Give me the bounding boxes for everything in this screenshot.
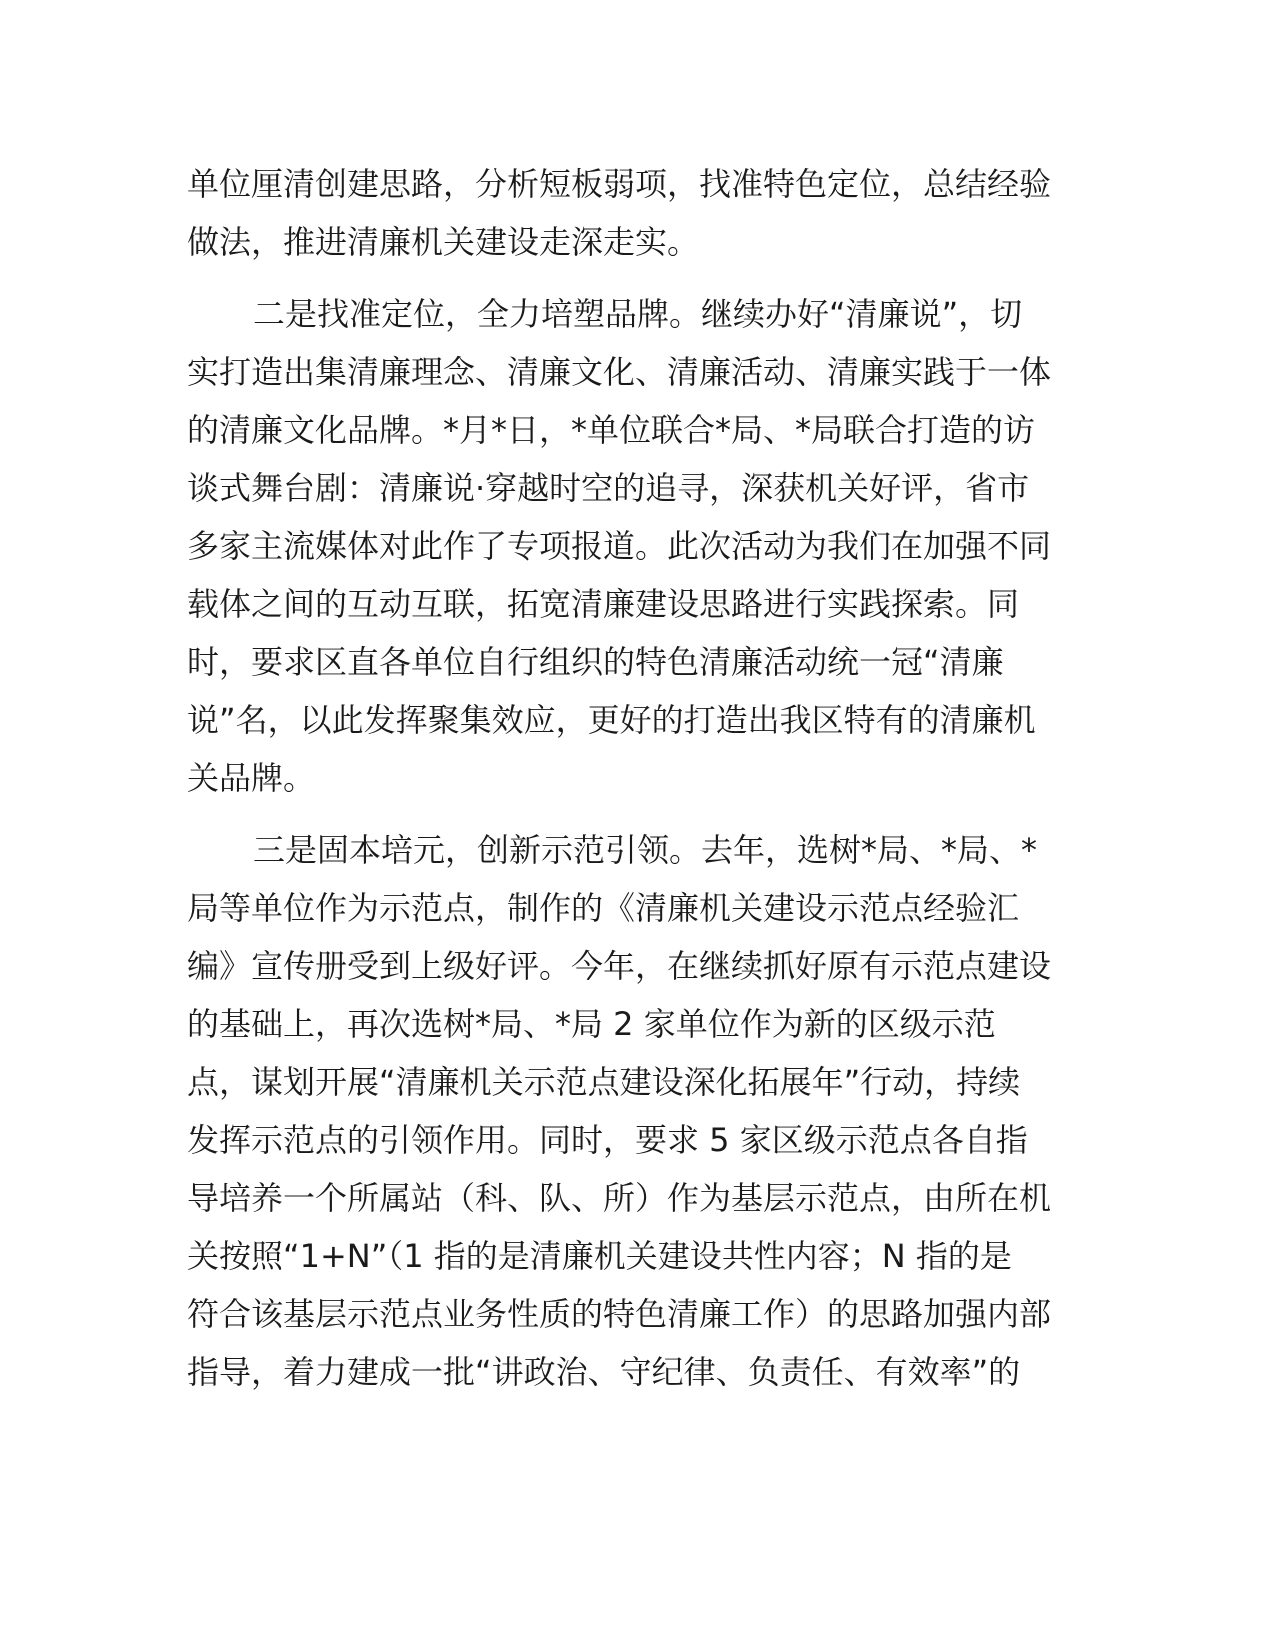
text-line: 多家主流媒体对此作了专项报道。此次活动为我们在加强不同: [187, 527, 1052, 565]
text-line: 关品牌。: [187, 759, 316, 797]
text-line: 三是固本培元，创新示范引领。去年，选树*局、*局、*: [253, 831, 1038, 869]
text-line: 时，要求区直各单位自行组织的特色清廉活动统一冠“清廉: [187, 643, 1004, 681]
text-line: 说”名，以此发挥聚集效应，更好的打造出我区特有的清廉机: [187, 701, 1036, 739]
text-line: 二是找准定位，全力培塑品牌。继续办好“清廉说”，切: [253, 295, 1023, 333]
text-line: 谈式舞台剧：清廉说·穿越时空的追寻，深获机关好评，省市: [187, 469, 1030, 507]
text-line: 导培养一个所属站（科、队、所）作为基层示范点，由所在机: [187, 1179, 1052, 1217]
text-line: 发挥示范点的引领作用。同时，要求 5 家区级示范点各自指: [187, 1121, 1028, 1159]
text-line: 的基础上，再次选树*局、*局 2 家单位作为新的区级示范: [187, 1005, 996, 1043]
text-line: 的清廉文化品牌。*月*日，*单位联合*局、*局联合打造的访: [187, 411, 1036, 449]
text-line: 点，谋划开展“清廉机关示范点建设深化拓展年”行动，持续: [187, 1063, 1021, 1101]
text-line: 载体之间的互动互联，拓宽清廉建设思路进行实践探索。同: [187, 585, 1020, 623]
paragraph-gap: [187, 271, 1087, 285]
paragraph-3: [187, 821, 1087, 1401]
paragraph-2: [187, 285, 1087, 807]
document-body: [187, 155, 1087, 1401]
text-line: 关按照“1+N”（1 指的是清廉机关建设共性内容；N 指的是: [187, 1237, 1012, 1275]
text-line: 单位厘清创建思路，分析短板弱项，找准特色定位，总结经验: [187, 165, 1052, 203]
text-line: 做法，推进清廉机关建设走深走实。: [187, 223, 700, 261]
paragraph-1: [187, 155, 1087, 271]
text-line: 实打造出集清廉理念、清廉文化、清廉活动、清廉实践于一体: [187, 353, 1052, 391]
text-line: 符合该基层示范点业务性质的特色清廉工作）的思路加强内部: [187, 1295, 1052, 1333]
text-line: 局等单位作为示范点，制作的《清廉机关建设示范点经验汇: [187, 889, 1020, 927]
text-line: 指导，着力建成一批“讲政治、守纪律、负责任、有效率”的: [187, 1353, 1021, 1391]
paragraph-gap: [187, 807, 1087, 821]
text-line: 编》宣传册受到上级好评。今年，在继续抓好原有示范点建设: [187, 947, 1052, 985]
